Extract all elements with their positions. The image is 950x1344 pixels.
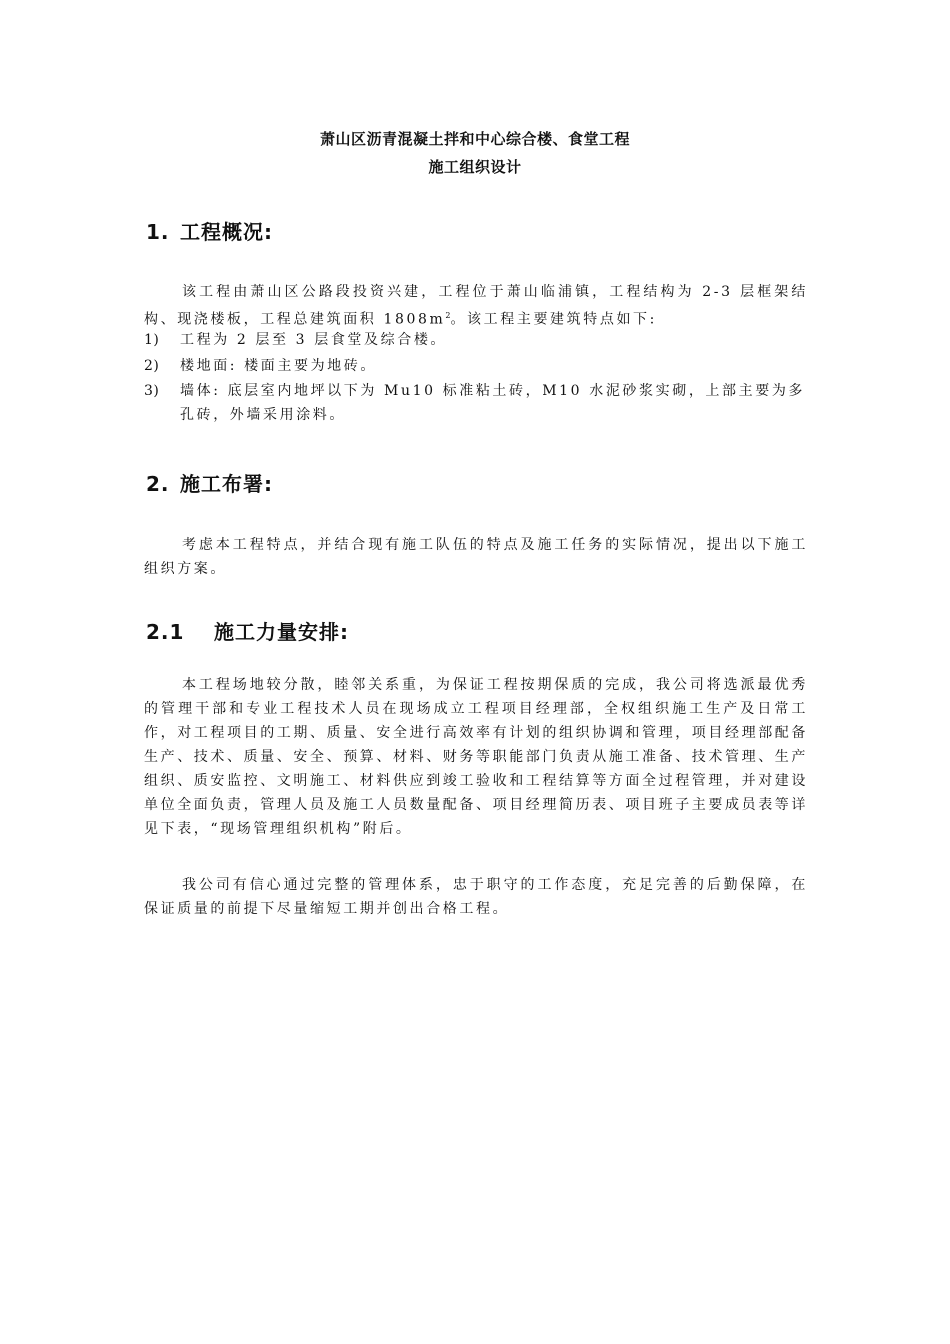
section-2-number: 2. (146, 472, 170, 496)
list-marker: 3) (144, 383, 160, 399)
section-1-title: 工程概况: (180, 220, 273, 244)
list-item (144, 328, 808, 352)
section-2-1-number: 2.1 (146, 620, 185, 644)
document-subtitle: 施工组织设计 (428, 158, 522, 176)
document-title: 萧山区沥青混凝土拌和中心综合楼、食堂工程 (319, 130, 630, 148)
section-1-intro (144, 280, 808, 332)
list-item (144, 354, 808, 378)
list-item-text: 墙体: 底层室内地坪以下为 Mu10 标准粘土砖，M10 水泥砂浆实砌，上部主要为多孔砖，外墙采用涂料。 (180, 383, 806, 423)
area-superscript: 2 (445, 311, 451, 320)
section-2-1-paragraph-2: 我公司有信心通过完整的管理体系，忠于职守的工作态度，充足完善的后勤保障，在保证质量的前提下尽量缩短工期并创出合格工程。 (144, 877, 808, 917)
list-item-text: 工程为 2 层至 3 层食堂及综合楼。 (180, 332, 448, 348)
section-1-intro-tail: 。该工程主要建筑特点如下: (450, 311, 657, 328)
list-item (144, 379, 808, 427)
section-2-1-paragraph-1: 本工程场地较分散，睦邻关系重，为保证工程按期保质的完成，我公司将选派最优秀的管理干部和专业工程技术人员在现场成立工程项目经理部，全权组织施工生产及日常工作，对工程项目的工期、质量、安全进行高效率有计划的组织协调和管理，项目经理部配备生产、技术、质量、安全、预算、材料、财务等职能部门负责从施工准备、技术管理、生产组织、质安监控、文明施工、材料供应到竣工验收和工程结算等方面全过程管理，并对建设单位全面负责，管理人员及施工人员数量配备、项目经理简历表、项目班子主要成员表等详见下表，“现场管理组织机构”附后。 (144, 677, 808, 837)
section-1-number: 1. (146, 220, 170, 244)
list-marker: 2) (144, 358, 160, 374)
list-item-text: 楼地面: 楼面主要为地砖。 (180, 358, 377, 374)
section-1-heading (146, 216, 273, 245)
section-2-1-heading (146, 616, 349, 645)
section-2-1-title: 施工力量安排: (214, 620, 349, 644)
section-2-heading (146, 468, 273, 497)
section-1-intro-text: 该工程由萧山区公路段投资兴建，工程位于萧山临浦镇，工程结构为 2-3 层框架结构、现浇楼板，工程总建筑面积 1808m (144, 284, 808, 328)
section-2-title: 施工布署: (180, 472, 273, 496)
section-2-text: 考虑本工程特点，并结合现有施工队伍的特点及施工任务的实际情况，提出以下施工组织方案。 (144, 537, 808, 577)
list-marker: 1) (144, 332, 160, 348)
